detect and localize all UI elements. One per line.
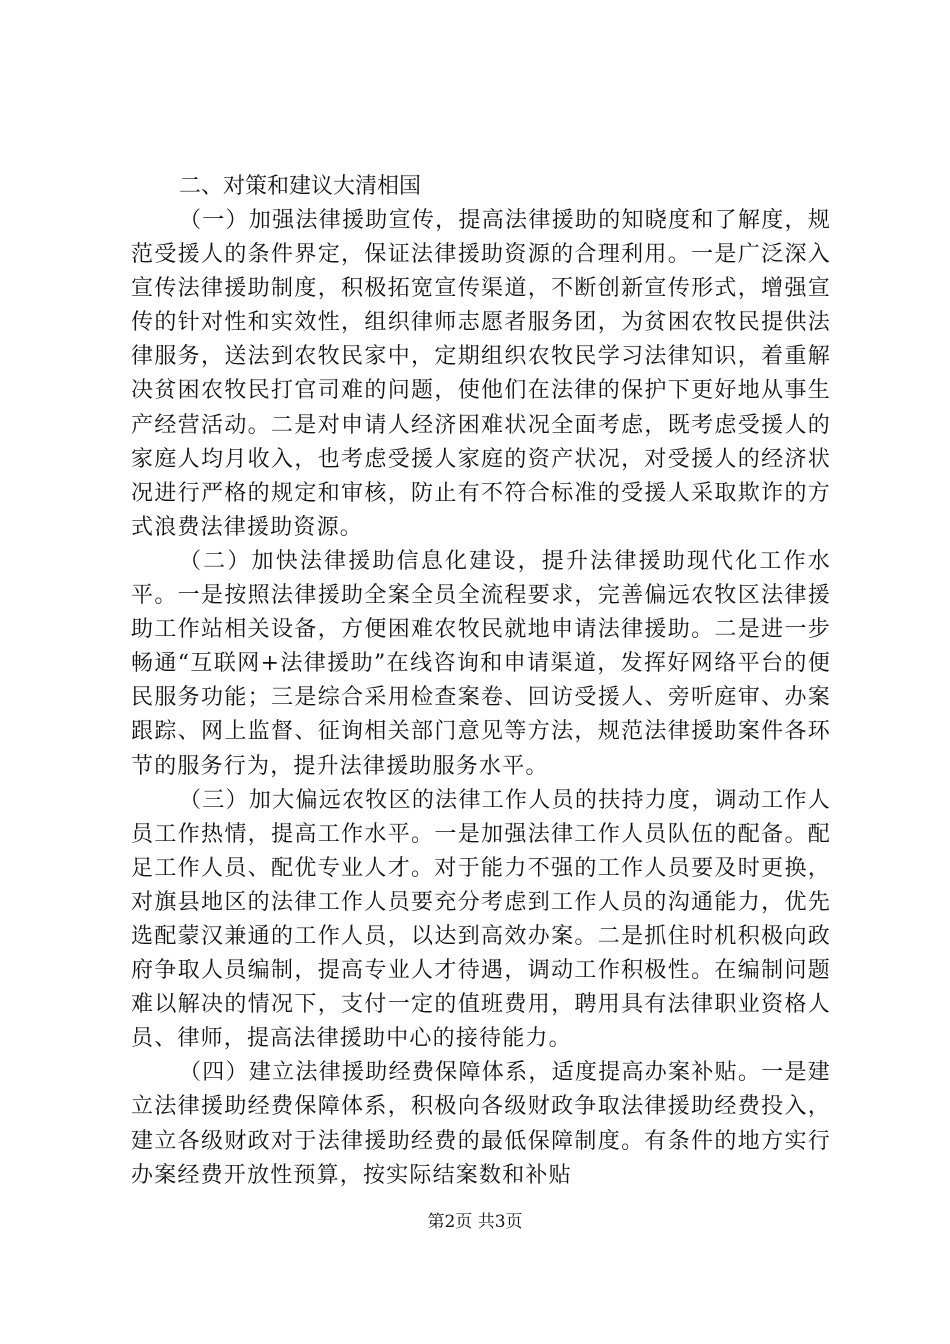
paragraph-1: （一）加强法律援助宣传，提高法律援助的知晓度和了解度，规范受援人的条件界定，保证法律援助资源的合理利用。一是广泛深入宣传法律援助制度，积极拓宽宣传渠道，不断创新宣传形式，增强宣传的针对性和实效性，组织律师志愿者服务团，为贫困农牧民提供法律服务，送法到农牧民家中，定期组织农牧民学习法律知识，着重解决贫困农牧民打官司难的问题，使他们在法律的保护下更好地从事生产经营活动。二是对申请人经济困难状况全面考虑，既考虑受援人的家庭人均月收入，也考虑受援人家庭的资产状况，对受援人的经济状况进行严格的规定和审核，防止有不符合标准的受援人采取欺诈的方式浪费法律援助资源。: [131, 208, 831, 540]
paragraph-3: （三）加大偏远农牧区的法律工作人员的扶持力度，调动工作人员工作热情，提高工作水平。一是加强法律工作人员队伍的配备。配足工作人员、配优专业人才。对于能力不强的工作人员要及时更换，对旗县地区的法律工作人员要充分考虑到工作人员的沟通能力，优先选配蒙汉兼通的工作人员，以达到高效办案。二是抓住时机积极向政府争取人员编制，提高专业人才待遇，调动工作积极性。在编制问题难以解决的情况下，支付一定的值班费用，聘用具有法律职业资格人员、律师，提高法律援助中心的接待能力。: [131, 787, 831, 1052]
document-body: [131, 170, 831, 1193]
paragraph-2: （二）加快法律援助信息化建设，提升法律援助现代化工作水平。一是按照法律援助全案全员全流程要求，完善偏远农牧区法律援助工作站相关设备，方便困难农牧民就地申请法律援助。二是进一步畅通“互联网+法律援助”在线咨询和申请渠道，发挥好网络平台的便民服务功能；三是综合采用检查案卷、回访受援人、旁听庭审、办案跟踪、网上监督、征询相关部门意见等方法，规范法律援助案件各环节的服务行为，提升法律援助服务水平。: [131, 548, 831, 779]
paragraph-4: （四）建立法律援助经费保障体系，适度提高办案补贴。一是建立法律援助经费保障体系，积极向各级财政争取法律援助经费投入，建立各级财政对于法律援助经费的最低保障制度。有条件的地方实行办案经费开放性预算，按实际结案数和补贴: [131, 1060, 831, 1188]
page-number-footer: 第2页 共3页: [427, 1212, 523, 1232]
section-heading: 二、对策和建议大清相国: [179, 174, 422, 199]
